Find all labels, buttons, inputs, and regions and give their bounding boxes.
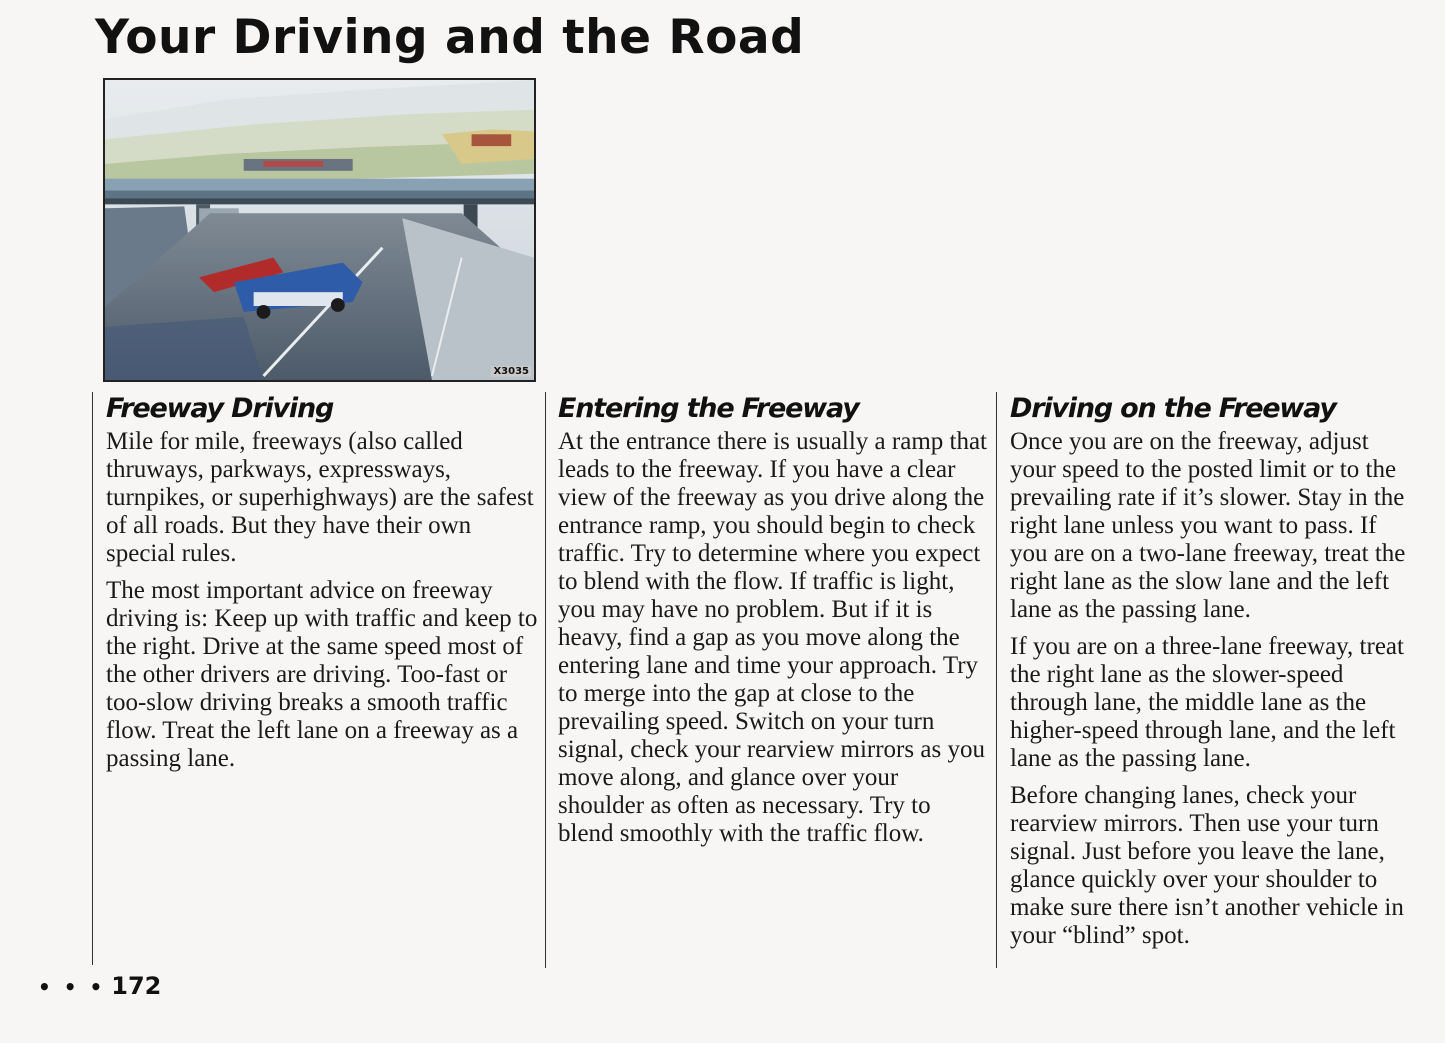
column-divider [92, 392, 93, 965]
section-heading: Freeway Driving [106, 393, 334, 424]
section-heading: Entering the Freeway [558, 393, 859, 424]
freeway-illustration [103, 78, 536, 382]
page-number-value: 172 [111, 972, 162, 1000]
body-paragraph: At the entrance there is usually a ramp that leads to the freeway. If you have a clear view of the freeway as you drive along the entrance ramp, you should begin to check traffic. Try to determine where you expect to blend with the flow. If traffic is light, you may have no problem. But if it is heavy, find a gap as you move along the entering lane and time your approach. Try to merge into the gap at close to the prevailing speed. Switch on your turn signal, check your rearview mirrors as you move along, and glance over your shoulder as often as necessary. Try to blend smoothly with the traffic flow. [558, 428, 988, 847]
freeway-scene-image [105, 80, 534, 380]
column-divider [545, 392, 546, 968]
column-freeway-driving [106, 393, 538, 782]
page-number [38, 972, 161, 1000]
body-paragraph: The most important advice on freeway driving is: Keep up with traffic and keep to the right. Drive at the same speed most of the other drivers are driving. Too-fast or too-slow driving breaks a smooth traffic flow. Treat the left lane on a freeway as a passing lane. [106, 577, 538, 772]
body-paragraph: If you are on a three-lane freeway, treat the right lane as the slower-speed through lane, the middle lane as the higher-speed through lane, and the left lane as the passing lane. [1010, 633, 1404, 772]
column-entering-the-freeway [558, 393, 988, 857]
body-paragraph: Before changing lanes, check your rearview mirrors. Then use your turn signal. Just before you leave the lane, glance quickly over your shoulder to make sure there isn’t another vehicle in your “blind” spot. [1010, 782, 1404, 949]
body-paragraph: Once you are on the freeway, adjust your speed to the posted limit or to the prevailing rate if it’s slower. Stay in the right lane unless you want to pass. If you are on a two-lane freeway, treat the right lane as the slow lane and the left lane as the passing lane. [1010, 428, 1406, 623]
page-title: Your Driving and the Road [95, 10, 805, 65]
body-paragraph: Mile for mile, freeways (also called thruways, parkways, expressways, turnpikes, or superhighways) are the safest of all roads. But they have their own special rules. [106, 428, 534, 567]
column-divider [996, 392, 997, 968]
figure-code-label: X3035 [493, 366, 529, 377]
page-number-dots: • • • [38, 975, 106, 999]
column-driving-on-the-freeway [1010, 393, 1420, 959]
section-heading: Driving on the Freeway [1010, 393, 1336, 424]
